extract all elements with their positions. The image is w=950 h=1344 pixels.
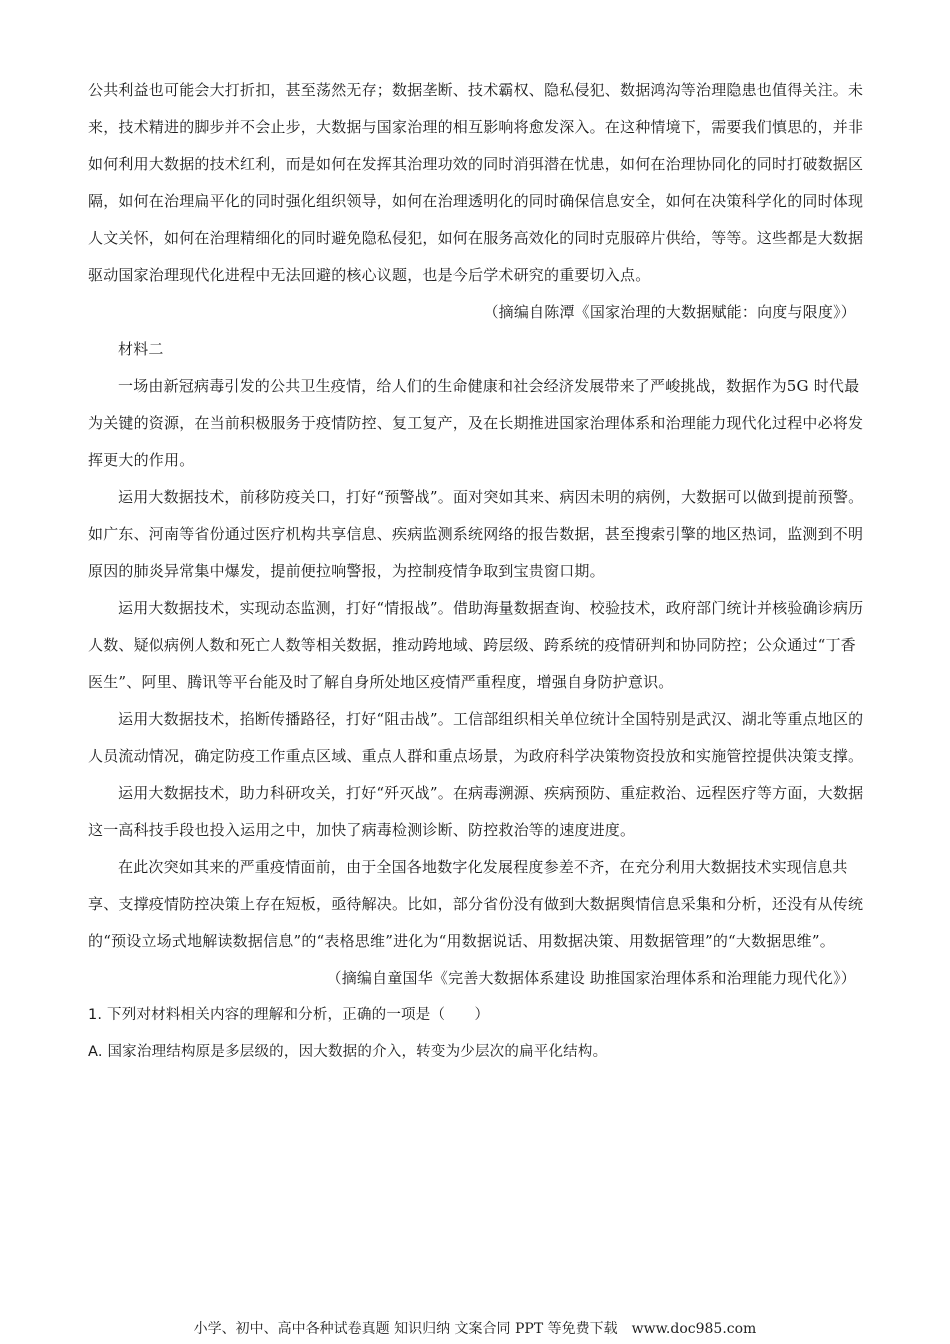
material1-paragraph: 公共利益也可能会大打折扣，甚至荡然无存；数据垄断、技术霸权、隐私侵犯、数据鸿沟等治理隐患也值得关注。未来，技术精进的脚步并不会止步，大数据与国家治理的相互影响将愈发深入。在这种情境下，需要我们慎思的，并非如何利用大数据的技术红利，而是如何在发挥其治理功效的同时消弭潜在忧患，如何在治理协同化的同时打破数据区隔，如何在治理扁平化的同时强化组织领导，如何在治理透明化的同时确保信息安全，如何在决策科学化的同时体现人文关怀，如何在治理精细化的同时避免隐私侵犯，如何在服务高效化的同时克服碎片供给，等等。这些都是大数据驱动国家治理现代化进程中无法回避的核心议题，也是今后学术研究的重要切入点。	[88, 81, 864, 284]
material2-paragraph: 运用大数据技术，实现动态监测，打好“情报战”。借助海量数据查询、校验技术，政府部门统计并核验确诊病历人数、疑似病例人数和死亡人数等相关数据，推动跨地域、跨层级、跨系统的疫情研判和协同防控；公众通过“丁香医生”、阿里、腾讯等平台能及时了解自身所处地区疫情严重程度，增强自身防护意识。	[88, 599, 864, 691]
page-footer	[0, 1318, 950, 1338]
material2-title: 材料二	[118, 340, 164, 358]
material2-paragraph: 在此次突如其来的严重疫情面前，由于全国各地数字化发展程度参差不齐，在充分利用大数据技术实现信息共享、支撑疫情防控决策上存在短板，亟待解决。比如，部分省份没有做到大数据舆情信息采集和分析，还没有从传统的“预设立场式地解读数据信息”的“表格思维”进化为“用数据说话、用数据决策、用数据管理”的“大数据思维”。	[88, 858, 864, 950]
document-body	[88, 72, 864, 1071]
material2-paragraph: 运用大数据技术，掐断传播路径，打好“阻击战”。工信部组织相关单位统计全国特别是武汉、湖北等重点地区的人员流动情况，确定防疫工作重点区域、重点人群和重点场景，为政府科学决策物资投放和实施管控提供决策支撑。	[88, 710, 864, 765]
material2-source: （摘编自童国华《完善大数据体系建设 助推国家治理体系和治理能力现代化》）	[326, 969, 856, 987]
option-a: A. 国家治理结构原是多层级的，因大数据的介入，转变为少层次的扁平化结构。	[88, 1044, 608, 1060]
footer-text: 小学、初中、高中各种试卷真题 知识归纳 文案合同 PPT 等免费下载	[193, 1321, 618, 1337]
material2-paragraph: 运用大数据技术，前移防疫关口，打好“预警战”。面对突如其来、病因未明的病例，大数据可以做到提前预警。如广东、河南等省份通过医疗机构共享信息、疾病监测系统网络的报告数据，甚至搜索引擎的地区热词，监测到不明原因的肺炎异常集中爆发，提前便拉响警报，为控制疫情争取到宝贵窗口期。	[88, 488, 864, 580]
material2-paragraph: 一场由新冠病毒引发的公共卫生疫情，给人们的生命健康和社会经济发展带来了严峻挑战，数据作为5G 时代最为关键的资源，在当前积极服务于疫情防控、复工复产，及在长期推进国家治理体系和治理能力现代化过程中必将发挥更大的作用。	[88, 377, 864, 469]
question-stem: 1. 下列对材料相关内容的理解和分析，正确的一项是（ ）	[88, 1007, 490, 1023]
material2-paragraph: 运用大数据技术，助力科研攻关，打好“歼灭战”。在病毒溯源、疾病预防、重症救治、远程医疗等方面，大数据这一高科技手段也投入运用之中，加快了病毒检测诊断、防控救治等的速度进度。	[88, 784, 864, 839]
material1-source: （摘编自陈潭《国家治理的大数据赋能：向度与限度》）	[483, 303, 856, 321]
footer-site-link[interactable]: www.doc985.com	[631, 1321, 757, 1337]
